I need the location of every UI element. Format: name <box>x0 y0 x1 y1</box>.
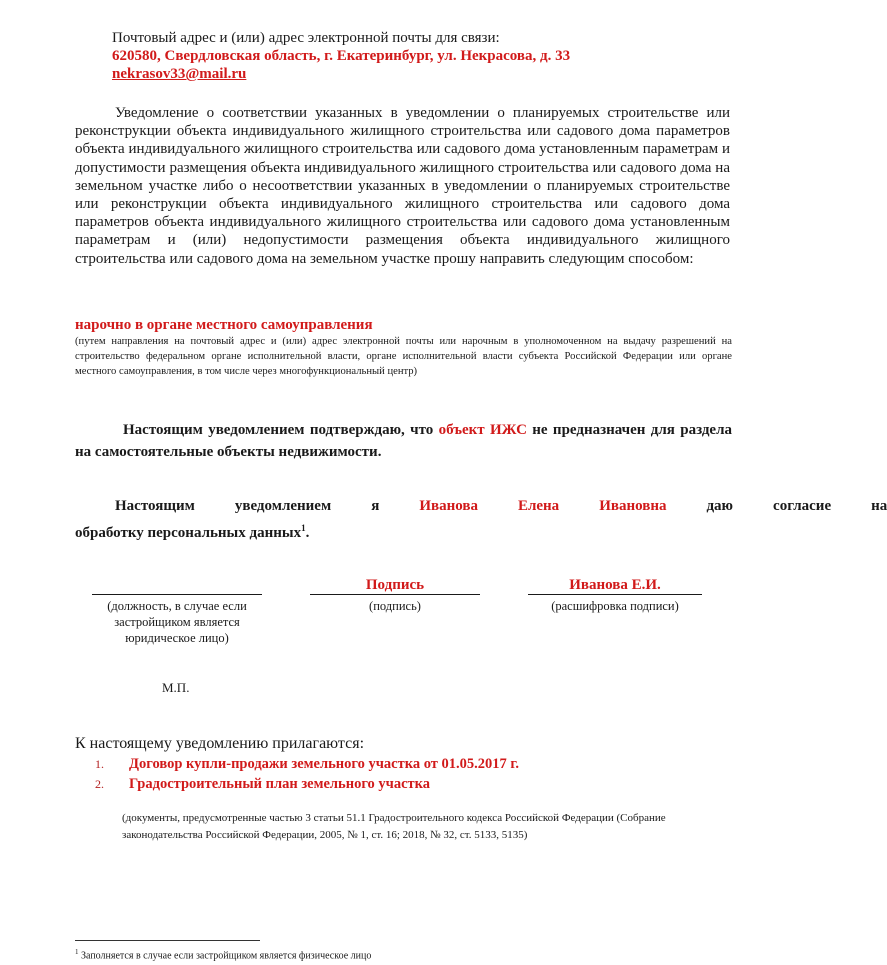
consent-word: на <box>871 498 887 514</box>
attachments-list <box>95 754 519 794</box>
signature-line <box>310 594 480 595</box>
consent-word: согласие <box>773 498 832 514</box>
signature-value: Подпись <box>365 577 425 593</box>
consent-word: даю <box>706 498 734 514</box>
signature-caption: (подпись) <box>369 599 421 613</box>
contact-email: nekrasov33@mail.ru <box>112 66 247 82</box>
signature-name-line <box>528 594 702 595</box>
confirmation-text-after: не предназначен для раздела на самостоятельные объекты недвижимости. <box>75 422 732 460</box>
signature-name-caption: (расшифровка подписи) <box>551 599 679 613</box>
delivery-request-paragraph: Уведомление о соответствии указанных в уведомлении о планируемых строительстве или реконструкции объекта индивидуального жилищного строительства или садового дома параметров объекта индивидуального жилищного строительства или садового дома установленным параметрам и допустимости размещения объекта индивидуального жилищного строительства или садового дома на земельном участке либо о несоответствии указанных в уведомлении о планируемых строительстве или реконструкции объекта индивидуального жилищного строительства или садового дома параметров объекта индивидуального жилищного строительства или садового дома установленным параметрам и (или) недопустимости размещения объекта индивидуального жилищного строительства или садового дома на земельном участке прошу направить следующим способом: <box>75 105 730 267</box>
footnote-divider <box>75 940 260 941</box>
contact-address: 620580, Свердловская область, г. Екатеринбург, ул. Некрасова, д. 33 <box>112 48 571 64</box>
footnote-mark: 1 <box>75 948 79 956</box>
attachment-number: 1. <box>95 757 104 771</box>
confirmation-object-type: объект ИЖС <box>438 422 527 438</box>
delivery-method-note: (путем направления на почтовый адрес и (или) адрес электронной почты или нарочным в уполномоченном на выдачу разрешений на строительство федеральном органе исполнительной власти, органе исполнительной власти субъекта Российской Федерации или органе местного самоуправления, в том числе через многофункциональный центр) <box>75 336 732 377</box>
attachment-item <box>95 754 519 774</box>
applicant-surname: Иванова <box>419 498 478 514</box>
attachment-item <box>95 774 519 794</box>
stamp-place: М.П. <box>162 680 190 695</box>
consent-word: Настоящим <box>115 498 195 514</box>
consent-text: обработку персональных данных <box>75 525 302 541</box>
position-line <box>92 594 262 595</box>
consent-word: я <box>371 498 380 514</box>
consent-line-1 <box>75 495 887 517</box>
consent-end: . <box>305 525 310 541</box>
footnote <box>75 948 371 961</box>
footnote-text: Заполняется в случае если застройщиком является физическое лицо <box>78 950 372 962</box>
confirmation-statement <box>75 419 732 463</box>
consent-line-2 <box>75 517 732 544</box>
attachments-note: (документы, предусмотренные частью 3 статьи 51.1 Градостроительного кодекса Российской Федерации (Собрание законодательства Российской Федерации, 2005, № 1, ст. 16; 2018, № 32, ст. 5133, 5135) <box>122 812 666 841</box>
consent-statement <box>75 495 887 544</box>
consent-word: уведомлением <box>234 498 332 514</box>
delivery-method-value: нарочно в органе местного самоуправления <box>75 317 373 333</box>
contact-label: Почтовый адрес и (или) адрес электронной почты для связи: <box>112 30 500 46</box>
footnote-marker: 1 <box>301 523 306 533</box>
applicant-first-name: Елена <box>517 498 560 514</box>
attachment-number: 2. <box>95 777 104 791</box>
attachment-text: Договор купли-продажи земельного участка от 01.05.2017 г. <box>129 756 519 772</box>
attachments-title: К настоящему уведомлению прилагаются: <box>75 735 365 752</box>
signature-name-value: Иванова Е.И. <box>569 577 661 593</box>
position-caption: (должность, в случае если застройщиком является юридическое лицо) <box>107 599 247 645</box>
applicant-patronymic: Ивановна <box>599 498 667 514</box>
confirmation-text-before: Настоящим уведомлением подтверждаю, что <box>123 422 439 438</box>
attachment-text: Градостроительный план земельного участка <box>129 776 431 792</box>
